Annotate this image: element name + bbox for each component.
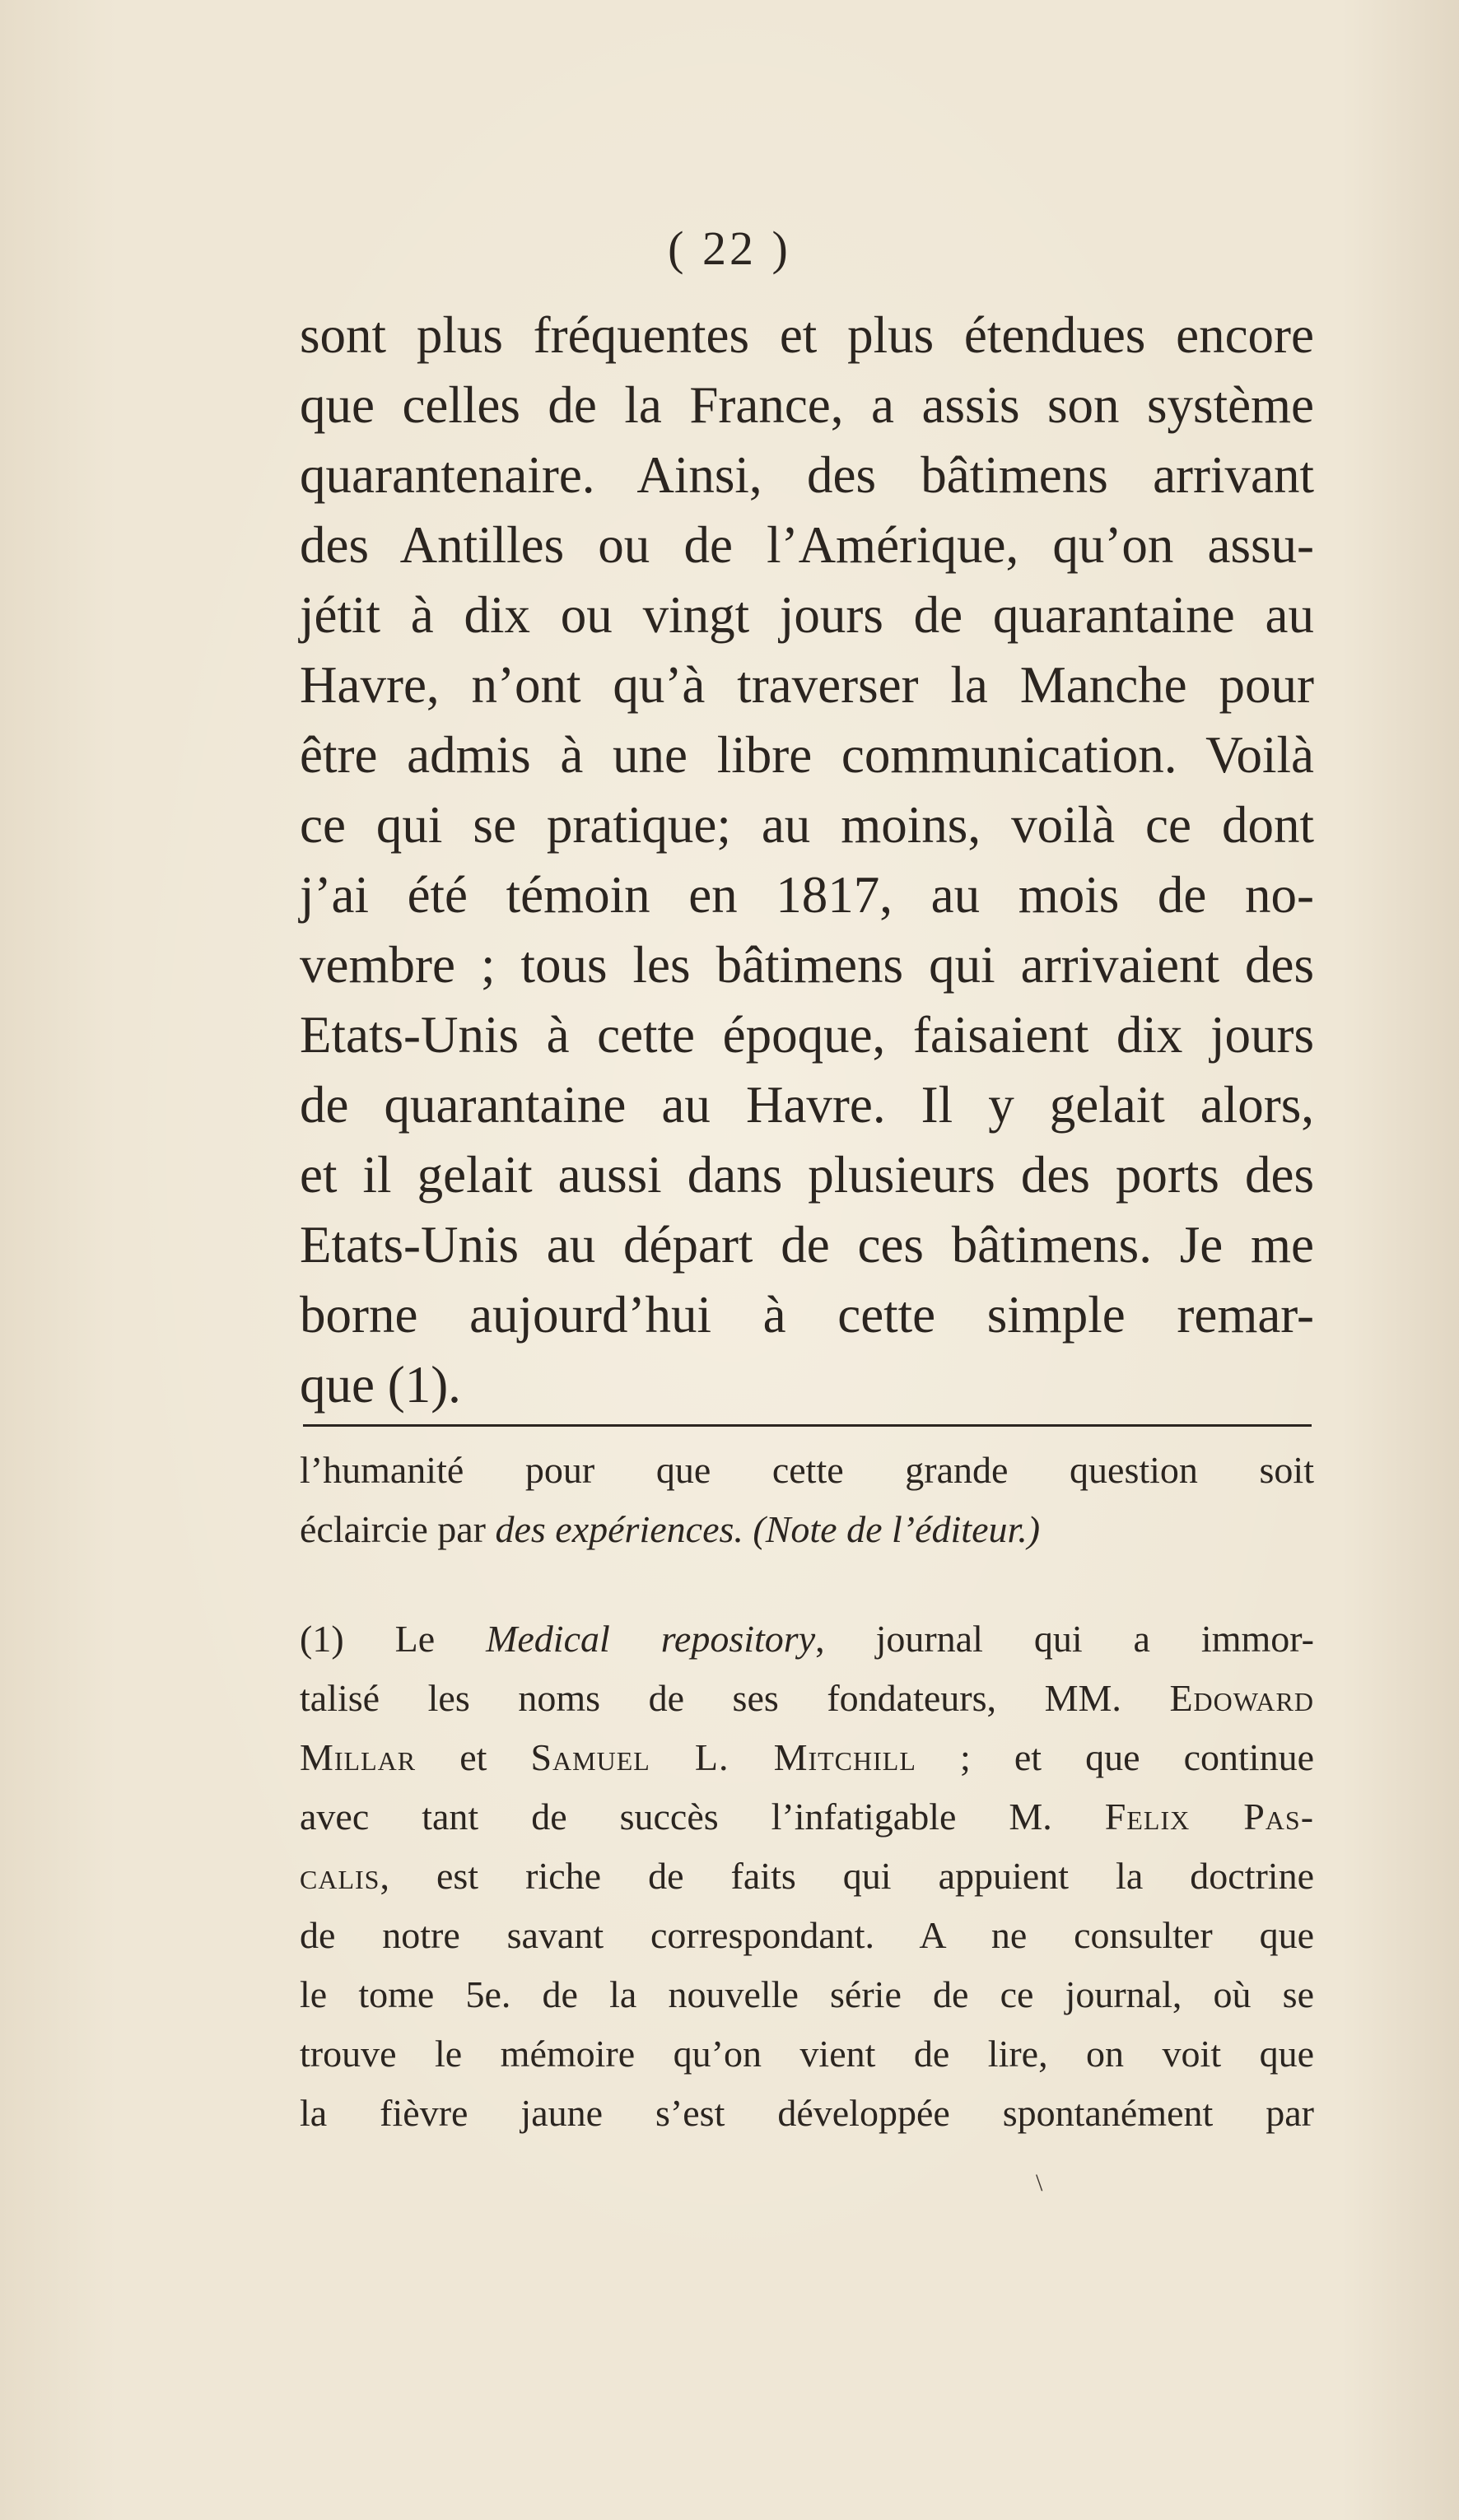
footnote-italic-text: des expériences. (Note de l’éditeur.) [495, 1508, 1041, 1550]
person-name: Felix Pas- [1104, 1796, 1315, 1838]
journal-title: Medical repository [486, 1618, 816, 1660]
footnote-line: talisé les noms de ses fondateurs, MM. Edoward [300, 1677, 1314, 1719]
text-line: ce qui se pratique; au moins, voilà ce dont [300, 796, 1314, 854]
text-line: borne aujourd’hui à cette simple remar- [300, 1286, 1314, 1344]
text-line: que (1). [300, 1356, 461, 1414]
footnote-line: de notre savant correspondant. A ne consulter que [300, 1914, 1314, 1956]
text-line: quarantenaire. Ainsi, des bâtimens arrivant [300, 446, 1314, 504]
main-text [300, 300, 1314, 1420]
person-name: Edoward [1169, 1677, 1314, 1719]
footnote-line: calis, est riche de faits qui appuient la doctrine [300, 1855, 1314, 1897]
footnote-continued [300, 1441, 1314, 1559]
text-line: Etats-Unis à cette époque, faisaient dix jours [300, 1006, 1314, 1064]
text-line: des Antilles ou de l’Amérique, qu’on assu- [300, 516, 1314, 574]
footnote-line: Millar et Samuel L. Mitchill ; et que continue [300, 1736, 1314, 1778]
printer-mark: \ [1036, 2169, 1043, 2196]
footnote-1 [300, 1609, 1314, 2143]
text-line: être admis à une libre communication. Voilà [300, 726, 1314, 784]
text-line: et il gelait aussi dans plusieurs des ports des [300, 1146, 1314, 1204]
text-line: de quarantaine au Havre. Il y gelait alors, [300, 1076, 1314, 1134]
person-name: Millar [300, 1736, 417, 1778]
footnote-line [300, 1500, 1314, 1559]
footnote-line: avec tant de succès l’infatigable M. Felix Pas- [300, 1796, 1315, 1838]
footnote-line: (1) Le Medical repository, journal qui a immor- [300, 1618, 1314, 1660]
page-number: ( 22 ) [668, 221, 791, 275]
footnote-line: le tome 5e. de la nouvelle série de ce journal, où se [300, 1973, 1314, 2015]
footnote-line: la fièvre jaune s’est développée spontanément par [300, 2092, 1314, 2134]
text-line: jétit à dix ou vingt jours de quarantaine au [300, 586, 1314, 644]
footnote-line: trouve le mémoire qu’on vient de lire, on voit que [300, 2033, 1314, 2075]
person-name: calis [300, 1855, 380, 1897]
text-line: Etats-Unis au départ de ces bâtimens. Je me [300, 1216, 1314, 1274]
text-line: Havre, n’ont qu’à traverser la Manche pour [300, 656, 1314, 714]
person-name: Samuel L. Mitchill [530, 1736, 916, 1778]
footnote-text: éclaircie par [300, 1508, 496, 1550]
text-line: que celles de la France, a assis son système [300, 376, 1314, 434]
text-line: j’ai été témoin en 1817, au mois de no- [300, 866, 1314, 924]
text-line: sont plus fréquentes et plus étendues encore [300, 306, 1314, 364]
footnote-marker: (1) [300, 1618, 344, 1660]
footnote-rule [303, 1424, 1312, 1427]
footnote-line: l’humanité pour que cette grande question soit [300, 1449, 1314, 1491]
text-line: vembre ; tous les bâtimens qui arrivaient des [300, 936, 1314, 994]
